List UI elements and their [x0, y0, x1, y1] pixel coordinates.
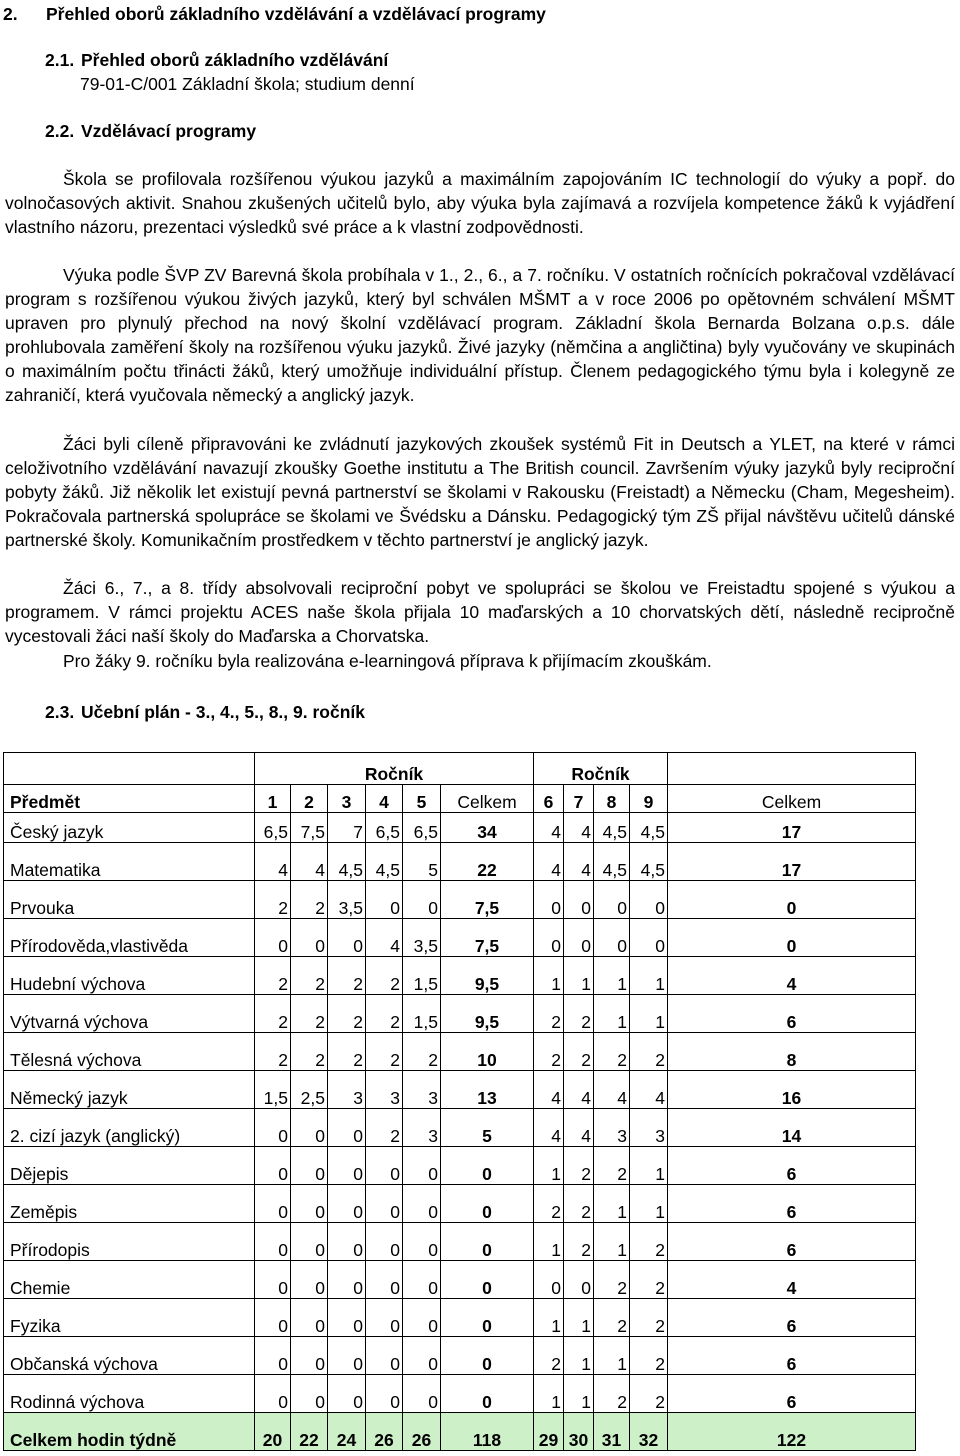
- hours-cell: 4: [534, 843, 564, 881]
- total-cell: 122: [668, 1413, 916, 1451]
- hours-cell: 0: [630, 919, 668, 957]
- subtotal-cell: 6: [668, 1299, 916, 1337]
- hours-cell: 2: [328, 957, 366, 995]
- heading-text: Vzdělávací programy: [81, 121, 257, 141]
- hours-cell: 0: [291, 1109, 328, 1147]
- hours-cell: 2: [366, 995, 403, 1033]
- hours-cell: 4,5: [630, 813, 668, 843]
- hours-cell: 0: [291, 1223, 328, 1261]
- hours-cell: 1: [564, 1299, 594, 1337]
- subtotal-cell: 8: [668, 1033, 916, 1071]
- hours-cell: 0: [564, 1261, 594, 1299]
- hours-cell: 3,5: [328, 881, 366, 919]
- hours-cell: 0: [328, 919, 366, 957]
- column-header: Celkem: [668, 785, 916, 813]
- table-row: [4, 957, 916, 995]
- table-row: [4, 1337, 916, 1375]
- hours-cell: 2: [291, 1033, 328, 1071]
- subtotal-cell: 9,5: [441, 957, 534, 995]
- hours-cell: 0: [403, 1185, 441, 1223]
- subtotal-cell: 34: [441, 813, 534, 843]
- hours-cell: 3: [594, 1109, 630, 1147]
- hours-cell: 2: [630, 1223, 668, 1261]
- hours-cell: 0: [291, 1147, 328, 1185]
- subject-name: Německý jazyk: [4, 1071, 255, 1109]
- table-row: [4, 1033, 916, 1071]
- total-cell: 26: [403, 1413, 441, 1451]
- hours-cell: 2: [534, 1337, 564, 1375]
- hours-cell: 2: [594, 1033, 630, 1071]
- hours-cell: 0: [291, 919, 328, 957]
- subject-name: Fyzika: [4, 1299, 255, 1337]
- subtotal-cell: 7,5: [441, 919, 534, 957]
- subtotal-cell: 7,5: [441, 881, 534, 919]
- hours-cell: 2: [630, 1337, 668, 1375]
- subtotal-cell: 13: [441, 1071, 534, 1109]
- hours-cell: 0: [403, 1223, 441, 1261]
- hours-cell: 4: [534, 1071, 564, 1109]
- subject-name: Český jazyk: [4, 813, 255, 843]
- hours-cell: 0: [291, 1261, 328, 1299]
- column-header: 8: [594, 785, 630, 813]
- subject-name: Prvouka: [4, 881, 255, 919]
- subtotal-cell: 0: [441, 1223, 534, 1261]
- table-row: [4, 1109, 916, 1147]
- hours-cell: 0: [328, 1223, 366, 1261]
- hours-cell: 0: [534, 1261, 564, 1299]
- hours-cell: 1: [534, 957, 564, 995]
- subject-name: Výtvarná výchova: [4, 995, 255, 1033]
- table-row: [4, 1223, 916, 1261]
- hours-cell: 7: [328, 813, 366, 843]
- hours-cell: 1,5: [403, 957, 441, 995]
- hours-cell: 4: [564, 813, 594, 843]
- hours-cell: 1: [630, 1185, 668, 1223]
- hours-cell: 0: [328, 1261, 366, 1299]
- subtotal-cell: 6: [668, 1375, 916, 1413]
- subject-name: Chemie: [4, 1261, 255, 1299]
- hours-cell: 4: [366, 919, 403, 957]
- subtotal-cell: 14: [668, 1109, 916, 1147]
- hours-cell: 2: [291, 881, 328, 919]
- hours-cell: 0: [366, 1299, 403, 1337]
- hours-cell: 4: [630, 1071, 668, 1109]
- hours-cell: 2: [255, 995, 291, 1033]
- hours-cell: 2: [534, 1033, 564, 1071]
- subtotal-cell: 17: [668, 843, 916, 881]
- table-row: [4, 843, 916, 881]
- group-header-row: [4, 753, 916, 785]
- hours-cell: 2: [291, 957, 328, 995]
- hours-cell: 4: [594, 1071, 630, 1109]
- subject-name: Přírodopis: [4, 1223, 255, 1261]
- hours-cell: 4,5: [594, 843, 630, 881]
- hours-cell: 4,5: [630, 843, 668, 881]
- heading-text: Přehled oborů základního vzdělávání: [81, 50, 389, 70]
- subtotal-cell: 4: [668, 1261, 916, 1299]
- subtotal-cell: 0: [668, 881, 916, 919]
- hours-cell: 1: [594, 995, 630, 1033]
- hours-cell: 4: [564, 1109, 594, 1147]
- heading-text: Přehled oborů základního vzdělávání a vzdělávací programy: [46, 4, 546, 24]
- subtotal-cell: 0: [441, 1147, 534, 1185]
- total-cell: 31: [594, 1413, 630, 1451]
- subtotal-cell: 17: [668, 813, 916, 843]
- hours-cell: 2: [630, 1375, 668, 1413]
- hours-cell: 1: [630, 1147, 668, 1185]
- hours-cell: 0: [328, 1337, 366, 1375]
- hours-cell: 2: [564, 1033, 594, 1071]
- hours-cell: 0: [403, 1375, 441, 1413]
- paragraph-2: Výuka podle ŠVP ZV Barevná škola probíhala v 1., 2., 6., a 7. ročníku. V ostatních ročnících pokračoval vzdělávací program s rozšířenou výukou živých jazyků, který byl schválen MŠMT a v roce 2006 po opětovném schválení MŠMT upraven pro plynulý přechod na nový školní vzdělávací program. Základní škola Bernarda Bolzana o.p.s. dále prohlubovala zaměření školy na rozšířenou výuku jazyků. Živé jazyky (němčina a angličtina) byly vyučovány ve skupinách o maximálním počtu třinácti žáků, který umožňuje individuální přístup. Členem pedagogického týmu byla i kolegyně ze zahraničí, která vyučovala německý a anglický jazyk.: [5, 265, 955, 405]
- hours-cell: 2: [564, 1147, 594, 1185]
- heading-section-2: [3, 4, 546, 25]
- hours-cell: 3: [403, 1071, 441, 1109]
- subject-name: Matematika: [4, 843, 255, 881]
- subtotal-cell: 6: [668, 1337, 916, 1375]
- hours-cell: 2: [328, 1033, 366, 1071]
- total-cell: 24: [328, 1413, 366, 1451]
- table-row: [4, 995, 916, 1033]
- hours-cell: 0: [291, 1337, 328, 1375]
- hours-cell: 1: [534, 1375, 564, 1413]
- hours-cell: 0: [403, 1337, 441, 1375]
- hours-cell: 1: [594, 1185, 630, 1223]
- hours-cell: 2: [328, 995, 366, 1033]
- hours-cell: 2: [630, 1033, 668, 1071]
- hours-cell: 1: [564, 1337, 594, 1375]
- hours-cell: 4,5: [328, 843, 366, 881]
- column-header: 4: [366, 785, 403, 813]
- empty-cell: [668, 753, 916, 785]
- total-row: [4, 1413, 916, 1451]
- hours-cell: 1: [564, 1375, 594, 1413]
- subject-name: Tělesná výchova: [4, 1033, 255, 1071]
- hours-cell: 0: [255, 1299, 291, 1337]
- hours-cell: 2: [291, 995, 328, 1033]
- hours-cell: 0: [564, 919, 594, 957]
- column-header: 7: [564, 785, 594, 813]
- heading-section-2-3: [45, 702, 365, 723]
- hours-cell: 2: [594, 1375, 630, 1413]
- hours-cell: 0: [366, 1223, 403, 1261]
- hours-cell: 2: [366, 1109, 403, 1147]
- hours-cell: 0: [255, 1185, 291, 1223]
- column-header-row: [4, 785, 916, 813]
- hours-cell: 6,5: [366, 813, 403, 843]
- subject-name: 2. cizí jazyk (anglický): [4, 1109, 255, 1147]
- hours-cell: 0: [403, 881, 441, 919]
- heading-text: Učební plán - 3., 4., 5., 8., 9. ročník: [81, 702, 365, 722]
- hours-cell: 1: [630, 957, 668, 995]
- hours-cell: 0: [255, 1147, 291, 1185]
- hours-cell: 2,5: [291, 1071, 328, 1109]
- subtotal-cell: 10: [441, 1033, 534, 1071]
- hours-cell: 2: [630, 1261, 668, 1299]
- column-header: 2: [291, 785, 328, 813]
- obor-line: 79-01-C/001 Základní škola; studium denní: [80, 74, 415, 94]
- hours-cell: 0: [534, 881, 564, 919]
- hours-cell: 3: [630, 1109, 668, 1147]
- hours-cell: 4: [564, 843, 594, 881]
- hours-cell: 2: [564, 995, 594, 1033]
- hours-cell: 1: [594, 1223, 630, 1261]
- subtotal-cell: 6: [668, 995, 916, 1033]
- hours-cell: 4: [255, 843, 291, 881]
- subtotal-cell: 6: [668, 1147, 916, 1185]
- hours-cell: 2: [594, 1299, 630, 1337]
- subject-name: Přírodověda,vlastivěda: [4, 919, 255, 957]
- hours-cell: 0: [291, 1299, 328, 1337]
- hours-cell: 0: [366, 1375, 403, 1413]
- table-row: [4, 1261, 916, 1299]
- hours-cell: 3: [366, 1071, 403, 1109]
- subject-name: Dějepis: [4, 1147, 255, 1185]
- hours-cell: 0: [291, 1375, 328, 1413]
- hours-cell: 0: [255, 1261, 291, 1299]
- hours-cell: 2: [594, 1147, 630, 1185]
- heading-section-2-1: [45, 50, 388, 71]
- subtotal-cell: 0: [441, 1337, 534, 1375]
- hours-cell: 0: [255, 919, 291, 957]
- hours-cell: 0: [403, 1299, 441, 1337]
- hours-cell: 0: [255, 1337, 291, 1375]
- heading-number: 2.1.: [45, 50, 75, 70]
- hours-cell: 1,5: [403, 995, 441, 1033]
- hours-cell: 0: [255, 1223, 291, 1261]
- subtotal-cell: 0: [441, 1299, 534, 1337]
- total-cell: 32: [630, 1413, 668, 1451]
- hours-cell: 4: [534, 1109, 564, 1147]
- hours-cell: 0: [366, 1147, 403, 1185]
- column-header: 9: [630, 785, 668, 813]
- hours-cell: 2: [255, 1033, 291, 1071]
- hours-cell: 3,5: [403, 919, 441, 957]
- total-label: Celkem hodin týdně: [4, 1413, 255, 1451]
- hours-cell: 4,5: [594, 813, 630, 843]
- hours-cell: 0: [255, 1109, 291, 1147]
- hours-cell: 2: [403, 1033, 441, 1071]
- hours-cell: 4: [534, 813, 564, 843]
- heading-number: 2.2.: [45, 121, 75, 141]
- hours-cell: 0: [594, 919, 630, 957]
- subtotal-cell: 9,5: [441, 995, 534, 1033]
- hours-cell: 7,5: [291, 813, 328, 843]
- subject-name: Zeměpis: [4, 1185, 255, 1223]
- hours-cell: 0: [328, 1109, 366, 1147]
- subject-name: Hudební výchova: [4, 957, 255, 995]
- heading-number: 2.: [3, 4, 18, 24]
- column-header: 5: [403, 785, 441, 813]
- hours-cell: 2: [594, 1261, 630, 1299]
- total-cell: 22: [291, 1413, 328, 1451]
- hours-cell: 0: [366, 881, 403, 919]
- group-label-6-9: Ročník: [534, 753, 668, 785]
- subtotal-cell: 6: [668, 1223, 916, 1261]
- table-row: [4, 813, 916, 843]
- hours-cell: 0: [328, 1185, 366, 1223]
- hours-cell: 1: [564, 957, 594, 995]
- table-row: [4, 1147, 916, 1185]
- hours-cell: 2: [255, 881, 291, 919]
- column-header: 3: [328, 785, 366, 813]
- hours-cell: 0: [564, 881, 594, 919]
- hours-cell: 0: [366, 1185, 403, 1223]
- hours-cell: 2: [366, 957, 403, 995]
- hours-cell: 1: [594, 1337, 630, 1375]
- total-cell: 29: [534, 1413, 564, 1451]
- table-row: [4, 1071, 916, 1109]
- subtotal-cell: 16: [668, 1071, 916, 1109]
- subtotal-cell: 0: [441, 1185, 534, 1223]
- hours-cell: 1: [534, 1147, 564, 1185]
- paragraph-4: Žáci 6., 7., a 8. třídy absolvovali reciproční pobyt ve spolupráci se školou ve Freistadtu spojené s výukou a programem. V rámci projektu ACES naše škola přijala 10 maďarských a 10 chorvatských dětí, následně recipročně vycestovali žáci naší školy do Maďarska a Chorvatska.: [5, 578, 955, 646]
- table-row: [4, 881, 916, 919]
- hours-cell: 3: [328, 1071, 366, 1109]
- column-header: 1: [255, 785, 291, 813]
- subject-name: Rodinná výchova: [4, 1375, 255, 1413]
- hours-cell: 6,5: [403, 813, 441, 843]
- subtotal-cell: 5: [441, 1109, 534, 1147]
- hours-cell: 2: [366, 1033, 403, 1071]
- table-row: [4, 1185, 916, 1223]
- hours-cell: 2: [255, 957, 291, 995]
- heading-section-2-2: [45, 121, 256, 142]
- total-cell: 20: [255, 1413, 291, 1451]
- subtotal-cell: 6: [668, 1185, 916, 1223]
- hours-cell: 0: [366, 1337, 403, 1375]
- hours-cell: 6,5: [255, 813, 291, 843]
- hours-cell: 4: [564, 1071, 594, 1109]
- hours-cell: 2: [534, 995, 564, 1033]
- hours-cell: 4: [291, 843, 328, 881]
- subject-name: Občanská výchova: [4, 1337, 255, 1375]
- hours-cell: 2: [564, 1185, 594, 1223]
- hours-cell: 4,5: [366, 843, 403, 881]
- paragraph-1: Škola se profilovala rozšířenou výukou jazyků a maximálním zapojováním IC technologií do výuky a popř. do volnočasových aktivit. Snahou zkušených učitelů bylo, aby výuka byla zajímavá a rozvíjela kompetence žáků k vyjádření vlastního názoru, prezentaci výsledků své práce a k vlastní zodpovědnosti.: [5, 169, 955, 237]
- hours-cell: 0: [630, 881, 668, 919]
- hours-cell: 1,5: [255, 1071, 291, 1109]
- group-label-1-5: Ročník: [255, 753, 534, 785]
- hours-cell: 0: [328, 1147, 366, 1185]
- hours-cell: 3: [403, 1109, 441, 1147]
- subtotal-cell: 0: [668, 919, 916, 957]
- column-header: 6: [534, 785, 564, 813]
- empty-cell: [4, 753, 255, 785]
- subtotal-cell: 0: [441, 1375, 534, 1413]
- hours-cell: 1: [594, 957, 630, 995]
- hours-cell: 0: [255, 1375, 291, 1413]
- hours-cell: 1: [534, 1299, 564, 1337]
- column-header: Celkem: [441, 785, 534, 813]
- total-cell: 30: [564, 1413, 594, 1451]
- hours-cell: 0: [403, 1261, 441, 1299]
- hours-cell: 0: [403, 1147, 441, 1185]
- hours-cell: 1: [534, 1223, 564, 1261]
- hours-cell: 0: [534, 919, 564, 957]
- paragraph-5: Pro žáky 9. ročníku byla realizována e-learningová příprava k přijímacím zkouškám.: [63, 651, 712, 671]
- heading-number: 2.3.: [45, 702, 75, 722]
- column-header-subject: Předmět: [4, 785, 255, 813]
- hours-cell: 2: [564, 1223, 594, 1261]
- total-cell: 26: [366, 1413, 403, 1451]
- total-cell: 118: [441, 1413, 534, 1451]
- hours-cell: 2: [630, 1299, 668, 1337]
- study-plan-table: [3, 752, 916, 1451]
- paragraph-3: Žáci byli cíleně připravováni ke zvládnutí jazykových zkoušek systémů Fit in Deutsch a YLET, na které v rámci celoživotního vzdělávání navazují zkoušky Goethe institutu a The British council. Završením výuky jazyků byly reciproční pobyty žáků. Již několik let existují pevná partnerství se školami v Rakousku (Freistadt) a Německu (Cham, Megesheim). Pokračovala partnerská spolupráce se školami ve Švédsku a Dánsku. Pedagogický tým ZŠ přijal návštěvu učitelů dánské partnerské školy. Komunikačním prostředkem v těchto partnerství je anglický jazyk.: [5, 434, 955, 550]
- hours-cell: 0: [328, 1375, 366, 1413]
- hours-cell: 0: [594, 881, 630, 919]
- subtotal-cell: 22: [441, 843, 534, 881]
- subtotal-cell: 4: [668, 957, 916, 995]
- hours-cell: 0: [328, 1299, 366, 1337]
- table-row: [4, 919, 916, 957]
- subtotal-cell: 0: [441, 1261, 534, 1299]
- hours-cell: 5: [403, 843, 441, 881]
- table-row: [4, 1299, 916, 1337]
- hours-cell: 0: [291, 1185, 328, 1223]
- hours-cell: 0: [366, 1261, 403, 1299]
- table-row: [4, 1375, 916, 1413]
- hours-cell: 1: [630, 995, 668, 1033]
- hours-cell: 2: [534, 1185, 564, 1223]
